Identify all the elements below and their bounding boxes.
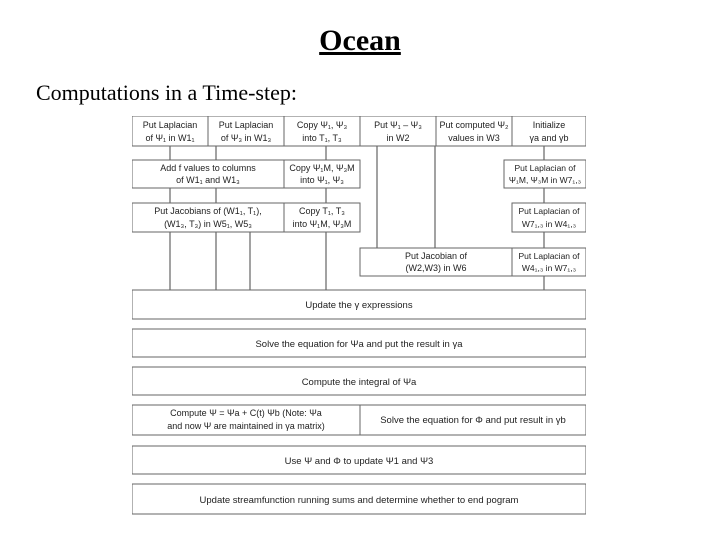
- computation-flow-diagram: [132, 116, 586, 516]
- box-laplacian-w4-w7-line1: Put Laplacian of: [518, 251, 580, 261]
- box-laplacian-psi1: [132, 116, 208, 146]
- box-compute-psi: [132, 405, 360, 435]
- box-add-f-values-line2: of W1₁ and W1₃: [176, 175, 240, 185]
- box-copy-psim-into-psi: [284, 160, 360, 188]
- box-jacobian-w6-line2: (W2,W3) in W6: [405, 263, 467, 273]
- box-laplacian-psim-w7-line1: Put Laplacian of: [514, 163, 576, 173]
- box-update-gamma-text: Update the γ expressions: [305, 300, 413, 311]
- box-compute-psi-line1: Compute Ψ = Ψa + C(t) Ψb (Note: Ψa: [170, 408, 322, 418]
- box-laplacian-psim-w7: [504, 160, 586, 188]
- box-jacobians-w5-line1: Put Jacobians of (W1₁, T₁),: [154, 206, 262, 216]
- box-computed-psi2-w3-line1: Put computed Ψ₂: [439, 120, 509, 130]
- box-add-f-values: [132, 160, 284, 188]
- box-solve-phi: [360, 405, 586, 435]
- box-laplacian-psi1-line1: Put Laplacian: [142, 120, 198, 130]
- box-update-gamma: [132, 290, 586, 319]
- box-copy-t-into-psim-line1: Copy T₁, T₃: [299, 206, 345, 216]
- box-copy-t-into-psim-line2: into Ψ₁M, Ψ₃M: [292, 219, 352, 229]
- box-initialize-gamma: [512, 116, 586, 146]
- box-copy-psim-into-psi-line1: Copy Ψ₁M, Ψ₃M: [289, 163, 355, 173]
- page-subtitle: Computations in a Time-step:: [36, 80, 297, 105]
- box-laplacian-w7-w4-line2: W7₁,₃ in W4₁,₃: [521, 219, 577, 229]
- box-laplacian-w4-w7: [512, 248, 586, 276]
- box-laplacian-w7-w4: [512, 203, 586, 232]
- box-solve-psi-a-text: Solve the equation for Ψa and put the result in γa: [255, 339, 463, 350]
- box-computed-psi2-w3-line2: values in W3: [448, 133, 500, 143]
- box-integral-psi-a-text: Compute the integral of Ψa: [301, 377, 417, 388]
- box-copy-psi-into-t-line1: Copy Ψ₁, Ψ₃: [296, 120, 348, 130]
- box-update-streamfunction: [132, 484, 586, 514]
- box-laplacian-w4-w7-line2: W4₁,₃ in W7₁,₃: [521, 263, 577, 273]
- box-laplacian-w7-w4-line1: Put Laplacian of: [518, 206, 580, 216]
- box-jacobians-w5-line2: (W1₃, T₃) in W5₁, W5₃: [164, 219, 252, 229]
- box-psi-diff-w2-line1: Put Ψ₁ – Ψ₃: [374, 120, 422, 130]
- page-title: Ocean: [319, 24, 401, 57]
- box-solve-psi-a: [132, 329, 586, 357]
- box-copy-t-into-psim: [284, 203, 360, 232]
- box-copy-psim-into-psi-line2: into Ψ₁, Ψ₃: [300, 175, 344, 185]
- box-jacobian-w6: [360, 248, 512, 276]
- box-laplacian-psi3: [208, 116, 284, 146]
- box-solve-phi-text: Solve the equation for Φ and put result in γb: [380, 415, 566, 426]
- box-integral-psi-a: [132, 367, 586, 395]
- box-initialize-gamma-line1: Initialize: [532, 120, 566, 130]
- box-psi-diff-w2: [360, 116, 436, 146]
- box-laplacian-psi1-line2: of Ψ₁ in W1₁: [145, 133, 195, 143]
- box-psi-diff-w2-line2: in W2: [386, 133, 410, 143]
- box-laplacian-psi3-line1: Put Laplacian: [218, 120, 274, 130]
- box-jacobian-w6-line1: Put Jacobian of: [404, 251, 468, 261]
- box-use-psi-phi: [132, 446, 586, 474]
- box-jacobians-w5: [132, 203, 284, 232]
- box-update-streamfunction-text: Update streamfunction running sums and determine whether to end pogram: [199, 495, 519, 506]
- box-initialize-gamma-line2: γa and γb: [529, 133, 569, 143]
- box-compute-psi-line2: and now Ψ are maintained in γa matrix): [167, 421, 325, 431]
- box-use-psi-phi-text: Use Ψ and Φ to update Ψ1 and Ψ3: [284, 456, 434, 467]
- box-laplacian-psi3-line2: of Ψ₃ in W1₃: [220, 133, 272, 143]
- box-laplacian-psim-w7-line2: Ψ₁M, Ψ₃M in W7₁,₃: [508, 175, 582, 185]
- box-add-f-values-line1: Add f values to columns: [160, 163, 256, 173]
- box-computed-psi2-w3: [436, 116, 512, 146]
- box-copy-psi-into-t: [284, 116, 360, 146]
- box-copy-psi-into-t-line2: into T₁, T₃: [302, 133, 342, 143]
